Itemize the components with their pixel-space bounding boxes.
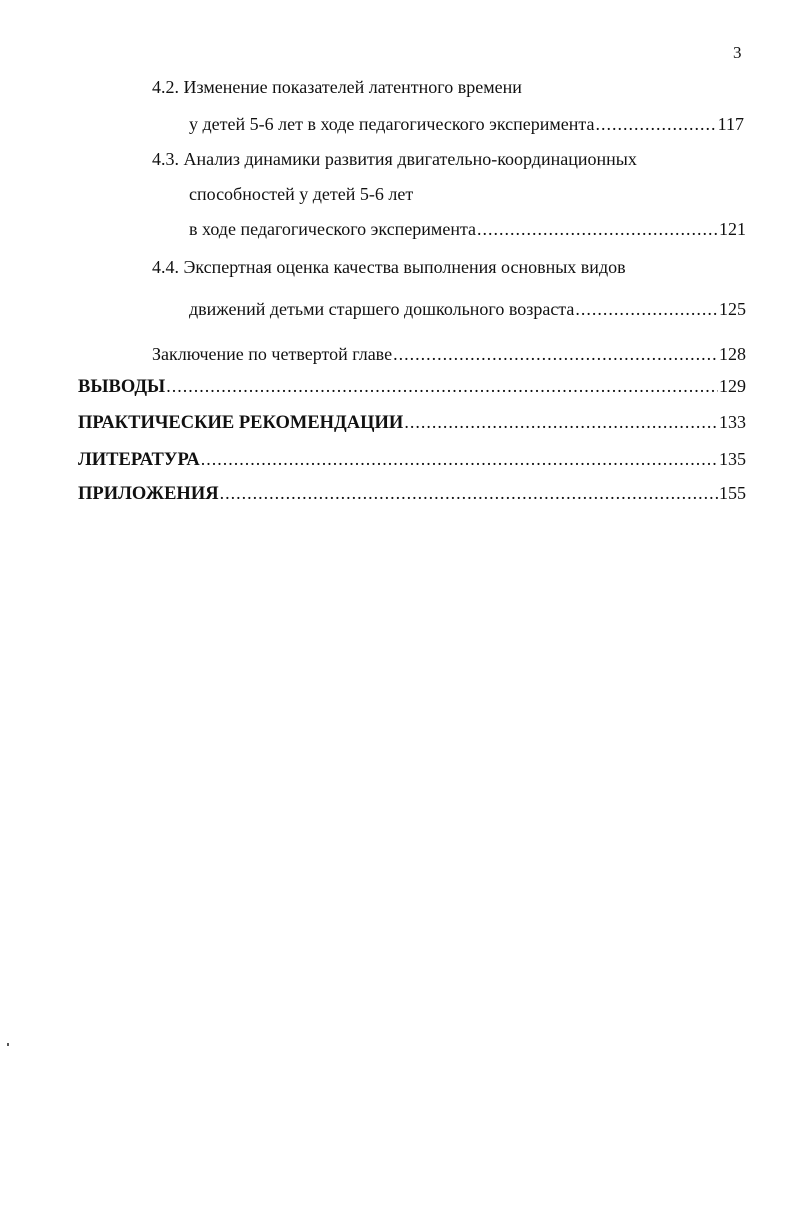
toc-item-findings — [78, 373, 746, 399]
dot-leader — [201, 446, 718, 472]
toc-item-4-4-entry — [189, 296, 746, 322]
scan-speck — [7, 1043, 9, 1046]
toc-item-findings-label: ВЫВОДЫ — [78, 377, 166, 397]
toc-item-conclusion — [152, 341, 746, 367]
toc-item-4-3-page: 121 — [719, 219, 746, 239]
dot-leader — [166, 373, 718, 399]
toc-item-4-3-line3: в ходе педагогического эксперимента — [189, 219, 477, 239]
toc-item-recommendations-label: ПРАКТИЧЕСКИЕ РЕКОМЕНДАЦИИ — [78, 413, 404, 433]
toc-item-appendices — [78, 480, 746, 506]
dot-leader — [404, 409, 718, 435]
toc-item-4-3-entry — [189, 216, 746, 242]
dot-leader — [575, 296, 718, 322]
dot-leader — [477, 216, 718, 242]
toc-item-literature-label: ЛИТЕРАТУРА — [78, 450, 200, 470]
toc-item-4-4-line1: 4.4. Экспертная оценка качества выполнения основных видов — [152, 257, 626, 277]
dot-leader — [220, 480, 718, 506]
toc-item-4-2-line2: у детей 5-6 лет в ходе педагогического эксперимента — [189, 114, 595, 134]
toc-item-4-3-line2: способностей у детей 5-6 лет — [189, 184, 414, 204]
dot-leader — [596, 111, 717, 137]
toc-item-recommendations — [78, 409, 746, 435]
toc-item-conclusion-page: 128 — [719, 344, 746, 364]
toc-item-appendices-page: 155 — [719, 483, 746, 503]
toc-item-appendices-label: ПРИЛОЖЕНИЯ — [78, 484, 219, 504]
toc-item-conclusion-label: Заключение по четвертой главе — [152, 344, 393, 364]
toc-item-4-2-entry — [189, 111, 744, 137]
toc-item-findings-page: 129 — [719, 376, 746, 396]
dot-leader — [393, 341, 718, 367]
toc-item-4-3-line1: 4.3. Анализ динамики развития двигательно-координационных — [152, 149, 637, 169]
toc-item-literature-page: 135 — [719, 449, 746, 469]
toc-item-4-4-line2: движений детьми старшего дошкольного возраста — [189, 299, 575, 319]
toc-item-4-2-line1: 4.2. Изменение показателей латентного времени — [152, 77, 522, 97]
toc-item-4-2-page: 117 — [717, 114, 744, 134]
toc-item-literature — [78, 446, 746, 472]
page-number: 3 — [733, 43, 742, 62]
toc-item-4-4-page: 125 — [719, 299, 746, 319]
toc-item-recommendations-page: 133 — [719, 412, 746, 432]
